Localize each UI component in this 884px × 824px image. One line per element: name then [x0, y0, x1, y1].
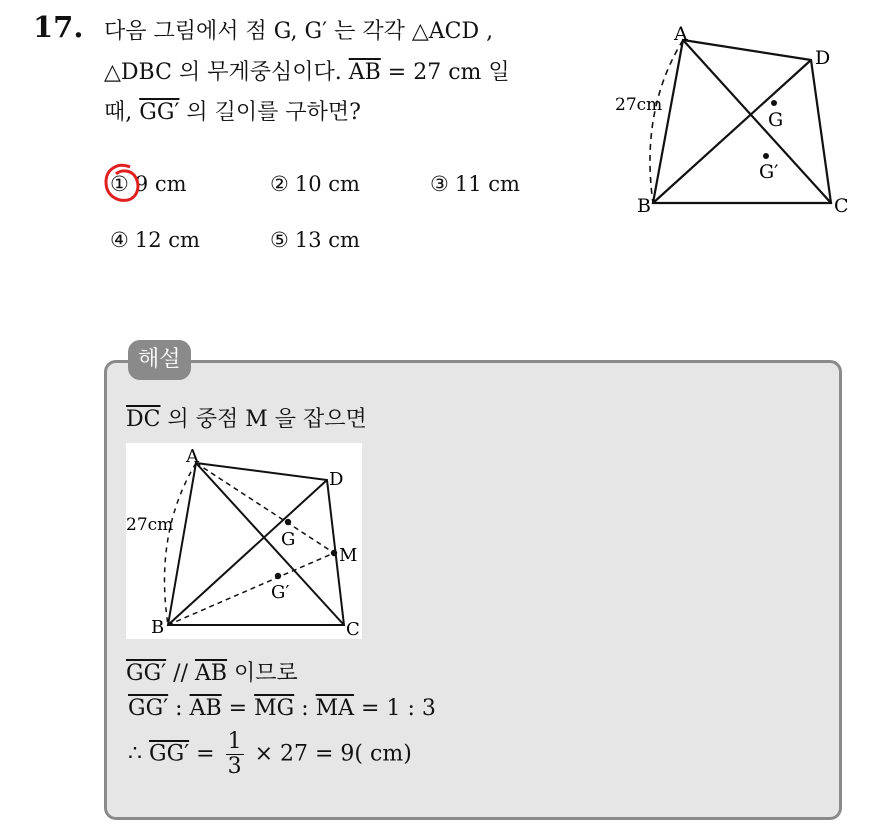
sol4-eq: =: [196, 741, 215, 767]
q-line2-text: △DBC 의 무게중심이다.: [104, 60, 342, 85]
solution-point-g-prime: [275, 573, 281, 579]
choice-2-mark: ②: [270, 172, 289, 196]
solution-point-g: [285, 519, 291, 525]
solution-label-m: M: [339, 545, 358, 566]
choice-2[interactable]: [270, 172, 360, 196]
choice-4[interactable]: [110, 228, 200, 252]
sol3-mg: $\overline{MG}$: [254, 696, 295, 721]
diagonal-bd: [653, 60, 811, 203]
segment-dc: $\overline{DC}$: [126, 407, 161, 432]
sol4-therefore: ∴: [128, 741, 142, 767]
fraction-one-third: [226, 730, 244, 779]
solution-label-d: D: [329, 469, 344, 490]
sol4-gg: GG′: [149, 741, 190, 767]
choice-3[interactable]: [430, 172, 520, 196]
point-g: [771, 100, 777, 106]
q-line3-when: 때,: [104, 100, 133, 125]
choice-5[interactable]: [270, 228, 360, 252]
choice-1-text: 9 cm: [134, 172, 187, 196]
label-g: G: [768, 109, 784, 131]
segment-gg: GG′: [139, 100, 180, 125]
solution-line-1: [126, 402, 367, 433]
solution-figure-bg: [126, 443, 362, 639]
solution-line-3: [128, 696, 436, 721]
question-line-3: [104, 95, 361, 126]
question-figure: [605, 20, 865, 220]
solution-tag: 해설: [128, 340, 191, 380]
choice-4-text: 12 cm: [134, 228, 200, 252]
sol2-segment-gg: GG′: [126, 661, 167, 686]
choice-3-mark: ③: [430, 172, 449, 196]
label-a: A: [674, 23, 688, 45]
solution-label-length: 27cm: [126, 515, 174, 535]
sol2-text: 이므로: [234, 661, 298, 686]
solution-line-4: [128, 730, 412, 779]
sol3-eq: =: [228, 696, 248, 721]
label-length: 27cm: [615, 95, 663, 115]
solution-line-2: [126, 656, 298, 687]
choice-4-mark: ④: [110, 228, 129, 252]
sol3-ratio: = 1 : 3: [361, 696, 436, 721]
fraction-numerator: 1: [227, 729, 242, 754]
point-g-prime: [763, 153, 769, 159]
solution-point-m: [331, 550, 337, 556]
q-line2-value: = 27 cm 일: [387, 60, 510, 85]
sol3-ab: $\overline{AB}$: [189, 696, 222, 721]
sol4-rest: × 27 = 9( cm): [254, 741, 412, 767]
sol3-colon-2: :: [301, 696, 309, 721]
choice-5-mark: ⑤: [270, 228, 289, 252]
fraction-denominator: 3: [227, 754, 242, 779]
sol2-parallel: //: [173, 661, 188, 686]
segment-ab: $\overline{AB}$: [348, 60, 381, 85]
sol3-colon-1: :: [175, 696, 183, 721]
question-line-2: [104, 55, 510, 86]
solution-label-a: A: [186, 446, 199, 467]
label-g-prime: G′: [759, 161, 779, 183]
solution-label-b: B: [151, 617, 165, 638]
label-d: D: [815, 47, 831, 69]
solution-figure: [126, 443, 362, 639]
sol2-segment-ab: $\overline{AB}$: [194, 661, 228, 686]
solution-label-g: G: [281, 529, 296, 550]
label-c: C: [834, 195, 849, 217]
question-number: 17.: [33, 10, 84, 44]
q-line3-ask: 의 길이를 구하면?: [186, 100, 361, 125]
solution-label-c: C: [346, 619, 360, 639]
choice-5-text: 13 cm: [294, 228, 360, 252]
diagonal-ac: [683, 40, 831, 203]
solution-label-g-prime: G′: [271, 582, 290, 603]
choice-1-mark: ①: [110, 172, 129, 196]
question-line-1: 다음 그림에서 점 G, G′ 는 각각 △ACD ,: [104, 19, 494, 44]
label-b: B: [637, 195, 651, 217]
choice-2-text: 10 cm: [294, 172, 360, 196]
sol3-gg: GG′: [128, 696, 169, 721]
answer-circle-mark: [100, 160, 144, 206]
choice-3-text: 11 cm: [454, 172, 520, 196]
sol3-ma: $\overline{MA}$: [315, 696, 355, 721]
solution-line-1-text: 의 중점 M 을 잡으면: [167, 407, 367, 432]
